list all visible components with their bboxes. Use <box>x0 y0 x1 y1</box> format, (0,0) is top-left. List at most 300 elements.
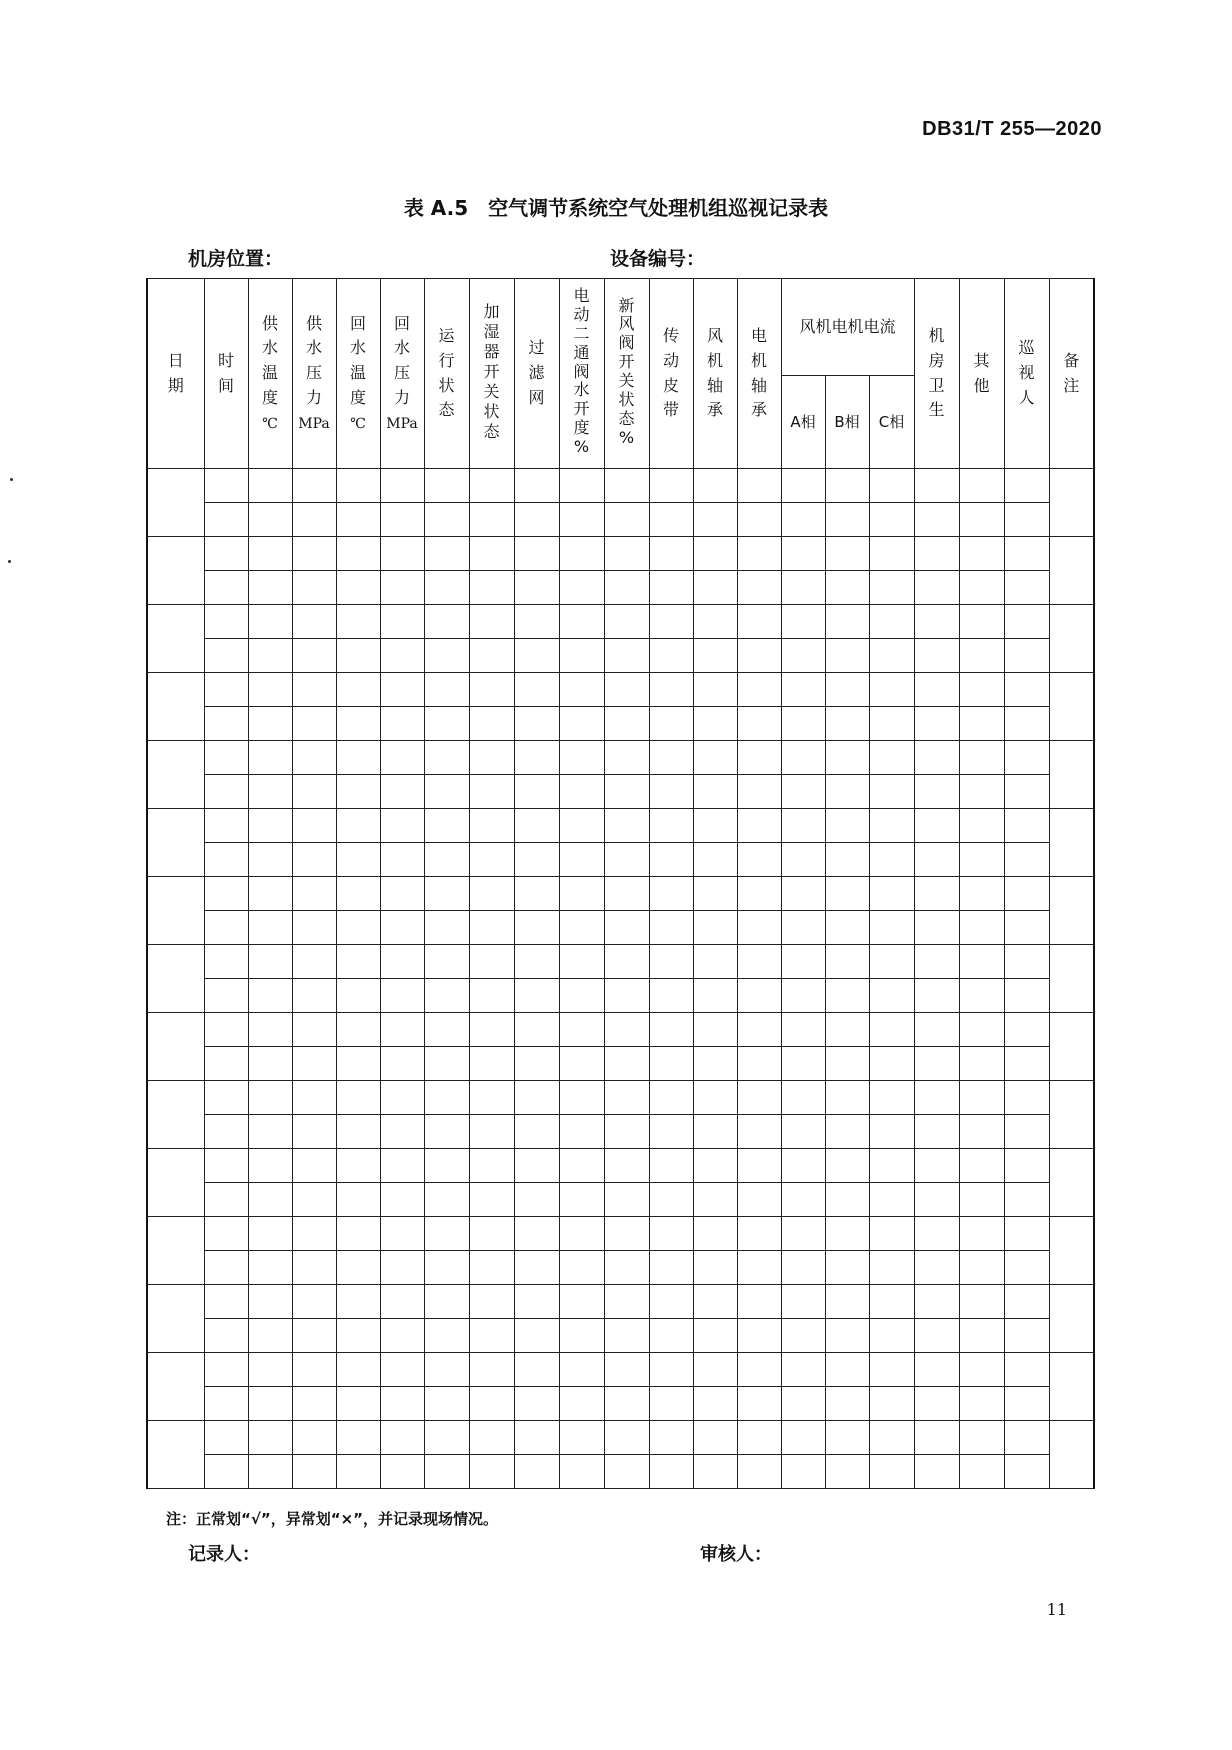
table-cell[interactable] <box>914 877 959 911</box>
table-cell[interactable] <box>825 911 869 945</box>
table-cell[interactable] <box>336 1149 380 1183</box>
table-cell[interactable] <box>469 1421 514 1455</box>
table-cell[interactable] <box>649 877 693 911</box>
table-cell[interactable] <box>380 1013 424 1047</box>
table-cell[interactable] <box>248 1285 292 1319</box>
table-cell[interactable] <box>869 639 914 673</box>
table-cell[interactable] <box>737 537 781 571</box>
table-cell[interactable] <box>380 707 424 741</box>
table-cell[interactable] <box>825 1183 869 1217</box>
table-cell[interactable] <box>292 911 336 945</box>
table-cell[interactable] <box>604 1149 649 1183</box>
table-cell[interactable] <box>959 1353 1004 1387</box>
table-cell[interactable] <box>514 1251 559 1285</box>
table-cell[interactable] <box>1004 1251 1049 1285</box>
table-cell[interactable] <box>1049 469 1094 537</box>
table-cell[interactable] <box>147 1013 204 1081</box>
table-cell[interactable] <box>693 1353 737 1387</box>
table-cell[interactable] <box>959 1217 1004 1251</box>
table-cell[interactable] <box>604 1319 649 1353</box>
table-cell[interactable] <box>693 1421 737 1455</box>
table-cell[interactable] <box>336 571 380 605</box>
table-cell[interactable] <box>693 707 737 741</box>
table-cell[interactable] <box>869 775 914 809</box>
table-cell[interactable] <box>424 469 469 503</box>
table-cell[interactable] <box>336 1455 380 1489</box>
table-cell[interactable] <box>380 1319 424 1353</box>
table-cell[interactable] <box>336 1251 380 1285</box>
table-cell[interactable] <box>380 1217 424 1251</box>
table-cell[interactable] <box>514 843 559 877</box>
table-cell[interactable] <box>869 741 914 775</box>
table-cell[interactable] <box>204 945 248 979</box>
table-cell[interactable] <box>204 1387 248 1421</box>
table-cell[interactable] <box>292 537 336 571</box>
table-cell[interactable] <box>959 979 1004 1013</box>
table-cell[interactable] <box>248 605 292 639</box>
table-cell[interactable] <box>869 605 914 639</box>
table-cell[interactable] <box>336 639 380 673</box>
table-cell[interactable] <box>424 741 469 775</box>
table-cell[interactable] <box>248 945 292 979</box>
table-cell[interactable] <box>514 1319 559 1353</box>
table-cell[interactable] <box>914 775 959 809</box>
table-cell[interactable] <box>469 877 514 911</box>
table-cell[interactable] <box>604 877 649 911</box>
table-cell[interactable] <box>914 1081 959 1115</box>
table-cell[interactable] <box>147 1285 204 1353</box>
table-cell[interactable] <box>825 1251 869 1285</box>
table-cell[interactable] <box>693 1217 737 1251</box>
table-cell[interactable] <box>147 741 204 809</box>
table-cell[interactable] <box>604 1115 649 1149</box>
table-cell[interactable] <box>914 1421 959 1455</box>
table-cell[interactable] <box>959 503 1004 537</box>
table-cell[interactable] <box>737 571 781 605</box>
table-cell[interactable] <box>147 877 204 945</box>
table-cell[interactable] <box>424 877 469 911</box>
table-cell[interactable] <box>869 1183 914 1217</box>
table-cell[interactable] <box>380 469 424 503</box>
table-cell[interactable] <box>204 1353 248 1387</box>
table-cell[interactable] <box>514 469 559 503</box>
table-cell[interactable] <box>959 1115 1004 1149</box>
table-cell[interactable] <box>604 469 649 503</box>
table-cell[interactable] <box>292 741 336 775</box>
table-cell[interactable] <box>559 979 604 1013</box>
table-cell[interactable] <box>737 1047 781 1081</box>
table-cell[interactable] <box>248 707 292 741</box>
table-cell[interactable] <box>380 1285 424 1319</box>
table-cell[interactable] <box>1004 945 1049 979</box>
table-cell[interactable] <box>292 945 336 979</box>
table-cell[interactable] <box>825 1421 869 1455</box>
table-cell[interactable] <box>380 639 424 673</box>
table-cell[interactable] <box>649 911 693 945</box>
table-cell[interactable] <box>336 1115 380 1149</box>
table-cell[interactable] <box>914 1455 959 1489</box>
table-cell[interactable] <box>781 1081 825 1115</box>
table-cell[interactable] <box>204 809 248 843</box>
table-cell[interactable] <box>737 1081 781 1115</box>
table-cell[interactable] <box>693 877 737 911</box>
table-cell[interactable] <box>559 775 604 809</box>
table-cell[interactable] <box>380 1149 424 1183</box>
table-cell[interactable] <box>1004 1421 1049 1455</box>
table-cell[interactable] <box>649 741 693 775</box>
table-cell[interactable] <box>1004 707 1049 741</box>
table-cell[interactable] <box>869 503 914 537</box>
table-cell[interactable] <box>914 503 959 537</box>
table-cell[interactable] <box>1049 1149 1094 1217</box>
table-cell[interactable] <box>380 673 424 707</box>
table-cell[interactable] <box>914 707 959 741</box>
table-cell[interactable] <box>248 537 292 571</box>
table-cell[interactable] <box>380 741 424 775</box>
table-cell[interactable] <box>1004 673 1049 707</box>
table-cell[interactable] <box>914 1285 959 1319</box>
table-cell[interactable] <box>424 605 469 639</box>
table-cell[interactable] <box>514 741 559 775</box>
table-cell[interactable] <box>914 1013 959 1047</box>
table-cell[interactable] <box>559 809 604 843</box>
table-cell[interactable] <box>380 571 424 605</box>
table-cell[interactable] <box>292 571 336 605</box>
table-cell[interactable] <box>959 911 1004 945</box>
table-cell[interactable] <box>292 1183 336 1217</box>
table-cell[interactable] <box>869 1013 914 1047</box>
table-cell[interactable] <box>1004 1047 1049 1081</box>
table-cell[interactable] <box>204 775 248 809</box>
table-cell[interactable] <box>424 979 469 1013</box>
table-cell[interactable] <box>781 877 825 911</box>
table-cell[interactable] <box>869 877 914 911</box>
table-cell[interactable] <box>737 1319 781 1353</box>
table-cell[interactable] <box>336 1047 380 1081</box>
table-cell[interactable] <box>604 1455 649 1489</box>
table-cell[interactable] <box>424 945 469 979</box>
table-cell[interactable] <box>604 1285 649 1319</box>
table-cell[interactable] <box>559 1421 604 1455</box>
table-cell[interactable] <box>147 809 204 877</box>
table-cell[interactable] <box>469 537 514 571</box>
table-cell[interactable] <box>1004 1319 1049 1353</box>
table-cell[interactable] <box>781 979 825 1013</box>
table-cell[interactable] <box>1004 1353 1049 1387</box>
table-cell[interactable] <box>604 571 649 605</box>
table-cell[interactable] <box>147 673 204 741</box>
table-cell[interactable] <box>781 1047 825 1081</box>
table-cell[interactable] <box>825 1455 869 1489</box>
table-cell[interactable] <box>559 469 604 503</box>
table-cell[interactable] <box>204 503 248 537</box>
table-cell[interactable] <box>825 877 869 911</box>
table-cell[interactable] <box>693 1115 737 1149</box>
table-cell[interactable] <box>204 741 248 775</box>
table-cell[interactable] <box>147 1149 204 1217</box>
table-cell[interactable] <box>559 1115 604 1149</box>
table-cell[interactable] <box>737 809 781 843</box>
table-cell[interactable] <box>781 1387 825 1421</box>
table-cell[interactable] <box>825 843 869 877</box>
table-cell[interactable] <box>737 979 781 1013</box>
table-cell[interactable] <box>1049 809 1094 877</box>
table-cell[interactable] <box>559 571 604 605</box>
table-cell[interactable] <box>147 1353 204 1421</box>
table-cell[interactable] <box>737 1421 781 1455</box>
table-cell[interactable] <box>649 1115 693 1149</box>
table-cell[interactable] <box>248 1353 292 1387</box>
table-cell[interactable] <box>869 979 914 1013</box>
table-cell[interactable] <box>604 1081 649 1115</box>
table-cell[interactable] <box>424 911 469 945</box>
table-cell[interactable] <box>514 979 559 1013</box>
table-cell[interactable] <box>959 639 1004 673</box>
table-cell[interactable] <box>737 605 781 639</box>
table-cell[interactable] <box>469 469 514 503</box>
table-cell[interactable] <box>424 1217 469 1251</box>
table-cell[interactable] <box>292 673 336 707</box>
table-cell[interactable] <box>559 1251 604 1285</box>
table-cell[interactable] <box>424 1387 469 1421</box>
table-cell[interactable] <box>869 469 914 503</box>
table-cell[interactable] <box>559 1353 604 1387</box>
table-cell[interactable] <box>469 1013 514 1047</box>
table-cell[interactable] <box>380 979 424 1013</box>
table-cell[interactable] <box>1004 843 1049 877</box>
table-cell[interactable] <box>204 537 248 571</box>
table-cell[interactable] <box>693 1047 737 1081</box>
table-cell[interactable] <box>693 775 737 809</box>
table-cell[interactable] <box>469 809 514 843</box>
table-cell[interactable] <box>514 877 559 911</box>
table-cell[interactable] <box>959 809 1004 843</box>
table-cell[interactable] <box>1004 877 1049 911</box>
table-cell[interactable] <box>292 843 336 877</box>
table-cell[interactable] <box>336 1387 380 1421</box>
table-cell[interactable] <box>336 1217 380 1251</box>
table-cell[interactable] <box>514 639 559 673</box>
table-cell[interactable] <box>514 1081 559 1115</box>
table-cell[interactable] <box>380 503 424 537</box>
table-cell[interactable] <box>336 605 380 639</box>
table-cell[interactable] <box>424 1421 469 1455</box>
table-cell[interactable] <box>1049 605 1094 673</box>
table-cell[interactable] <box>693 1251 737 1285</box>
table-cell[interactable] <box>469 503 514 537</box>
table-cell[interactable] <box>248 571 292 605</box>
table-cell[interactable] <box>914 605 959 639</box>
table-cell[interactable] <box>204 1047 248 1081</box>
table-cell[interactable] <box>559 843 604 877</box>
table-cell[interactable] <box>869 1251 914 1285</box>
table-cell[interactable] <box>781 1251 825 1285</box>
table-cell[interactable] <box>292 707 336 741</box>
table-cell[interactable] <box>336 673 380 707</box>
table-cell[interactable] <box>336 1183 380 1217</box>
table-cell[interactable] <box>825 1319 869 1353</box>
table-cell[interactable] <box>292 1013 336 1047</box>
table-cell[interactable] <box>649 639 693 673</box>
table-cell[interactable] <box>649 707 693 741</box>
table-cell[interactable] <box>1004 571 1049 605</box>
table-cell[interactable] <box>559 1183 604 1217</box>
table-cell[interactable] <box>424 809 469 843</box>
table-cell[interactable] <box>248 1183 292 1217</box>
table-cell[interactable] <box>693 503 737 537</box>
table-cell[interactable] <box>469 1353 514 1387</box>
table-cell[interactable] <box>737 911 781 945</box>
table-cell[interactable] <box>424 1319 469 1353</box>
table-cell[interactable] <box>825 1115 869 1149</box>
table-cell[interactable] <box>825 1387 869 1421</box>
table-cell[interactable] <box>559 1013 604 1047</box>
table-cell[interactable] <box>292 1387 336 1421</box>
table-cell[interactable] <box>336 707 380 741</box>
table-cell[interactable] <box>737 775 781 809</box>
table-cell[interactable] <box>469 911 514 945</box>
table-cell[interactable] <box>469 1081 514 1115</box>
table-cell[interactable] <box>604 503 649 537</box>
table-cell[interactable] <box>1004 911 1049 945</box>
table-cell[interactable] <box>604 843 649 877</box>
table-cell[interactable] <box>825 979 869 1013</box>
table-cell[interactable] <box>336 537 380 571</box>
table-cell[interactable] <box>1004 809 1049 843</box>
table-cell[interactable] <box>869 1149 914 1183</box>
table-cell[interactable] <box>147 945 204 1013</box>
table-cell[interactable] <box>959 1183 1004 1217</box>
table-cell[interactable] <box>825 1081 869 1115</box>
table-cell[interactable] <box>336 503 380 537</box>
table-cell[interactable] <box>380 1115 424 1149</box>
table-cell[interactable] <box>869 707 914 741</box>
table-cell[interactable] <box>604 1183 649 1217</box>
table-cell[interactable] <box>781 1217 825 1251</box>
table-cell[interactable] <box>693 1081 737 1115</box>
table-cell[interactable] <box>959 537 1004 571</box>
table-cell[interactable] <box>559 877 604 911</box>
table-cell[interactable] <box>781 605 825 639</box>
table-cell[interactable] <box>336 877 380 911</box>
table-cell[interactable] <box>204 1115 248 1149</box>
table-cell[interactable] <box>1004 1081 1049 1115</box>
table-cell[interactable] <box>336 775 380 809</box>
table-cell[interactable] <box>649 1387 693 1421</box>
table-cell[interactable] <box>604 1251 649 1285</box>
table-cell[interactable] <box>380 809 424 843</box>
table-cell[interactable] <box>469 1115 514 1149</box>
table-cell[interactable] <box>604 911 649 945</box>
table-cell[interactable] <box>604 1387 649 1421</box>
table-cell[interactable] <box>869 1217 914 1251</box>
table-cell[interactable] <box>693 537 737 571</box>
table-cell[interactable] <box>914 639 959 673</box>
table-cell[interactable] <box>559 639 604 673</box>
table-cell[interactable] <box>424 1353 469 1387</box>
table-cell[interactable] <box>514 809 559 843</box>
table-cell[interactable] <box>914 911 959 945</box>
table-cell[interactable] <box>869 911 914 945</box>
table-cell[interactable] <box>914 979 959 1013</box>
table-cell[interactable] <box>959 469 1004 503</box>
table-cell[interactable] <box>380 605 424 639</box>
table-cell[interactable] <box>424 1149 469 1183</box>
table-cell[interactable] <box>649 605 693 639</box>
table-cell[interactable] <box>1004 775 1049 809</box>
table-cell[interactable] <box>292 1455 336 1489</box>
table-cell[interactable] <box>1049 1013 1094 1081</box>
table-cell[interactable] <box>559 1387 604 1421</box>
table-cell[interactable] <box>204 877 248 911</box>
table-cell[interactable] <box>292 775 336 809</box>
table-cell[interactable] <box>693 1455 737 1489</box>
table-cell[interactable] <box>825 1047 869 1081</box>
table-cell[interactable] <box>469 1285 514 1319</box>
table-cell[interactable] <box>514 605 559 639</box>
table-cell[interactable] <box>248 741 292 775</box>
table-cell[interactable] <box>737 1013 781 1047</box>
table-cell[interactable] <box>1049 1081 1094 1149</box>
table-cell[interactable] <box>469 1217 514 1251</box>
table-cell[interactable] <box>914 1353 959 1387</box>
table-cell[interactable] <box>469 707 514 741</box>
table-cell[interactable] <box>514 503 559 537</box>
table-cell[interactable] <box>248 1149 292 1183</box>
table-cell[interactable] <box>514 1217 559 1251</box>
table-cell[interactable] <box>737 639 781 673</box>
table-cell[interactable] <box>559 1217 604 1251</box>
table-cell[interactable] <box>1004 1115 1049 1149</box>
table-cell[interactable] <box>248 673 292 707</box>
table-cell[interactable] <box>204 673 248 707</box>
table-cell[interactable] <box>693 1183 737 1217</box>
table-cell[interactable] <box>336 1013 380 1047</box>
table-cell[interactable] <box>559 1149 604 1183</box>
table-cell[interactable] <box>825 639 869 673</box>
table-cell[interactable] <box>869 571 914 605</box>
table-cell[interactable] <box>248 1115 292 1149</box>
table-cell[interactable] <box>825 945 869 979</box>
table-cell[interactable] <box>781 843 825 877</box>
table-cell[interactable] <box>147 605 204 673</box>
table-cell[interactable] <box>737 843 781 877</box>
table-cell[interactable] <box>514 1285 559 1319</box>
table-cell[interactable] <box>1004 639 1049 673</box>
table-cell[interactable] <box>604 1013 649 1047</box>
table-cell[interactable] <box>959 945 1004 979</box>
table-cell[interactable] <box>1004 1217 1049 1251</box>
table-cell[interactable] <box>380 877 424 911</box>
table-cell[interactable] <box>336 741 380 775</box>
table-cell[interactable] <box>424 707 469 741</box>
table-cell[interactable] <box>248 639 292 673</box>
table-cell[interactable] <box>869 537 914 571</box>
table-cell[interactable] <box>204 469 248 503</box>
table-cell[interactable] <box>1004 1387 1049 1421</box>
table-cell[interactable] <box>604 673 649 707</box>
table-cell[interactable] <box>1004 1183 1049 1217</box>
table-cell[interactable] <box>737 1387 781 1421</box>
table-cell[interactable] <box>514 945 559 979</box>
table-cell[interactable] <box>649 1455 693 1489</box>
table-cell[interactable] <box>147 1421 204 1489</box>
table-cell[interactable] <box>781 1319 825 1353</box>
table-cell[interactable] <box>248 877 292 911</box>
table-cell[interactable] <box>737 503 781 537</box>
table-cell[interactable] <box>649 469 693 503</box>
table-cell[interactable] <box>204 605 248 639</box>
